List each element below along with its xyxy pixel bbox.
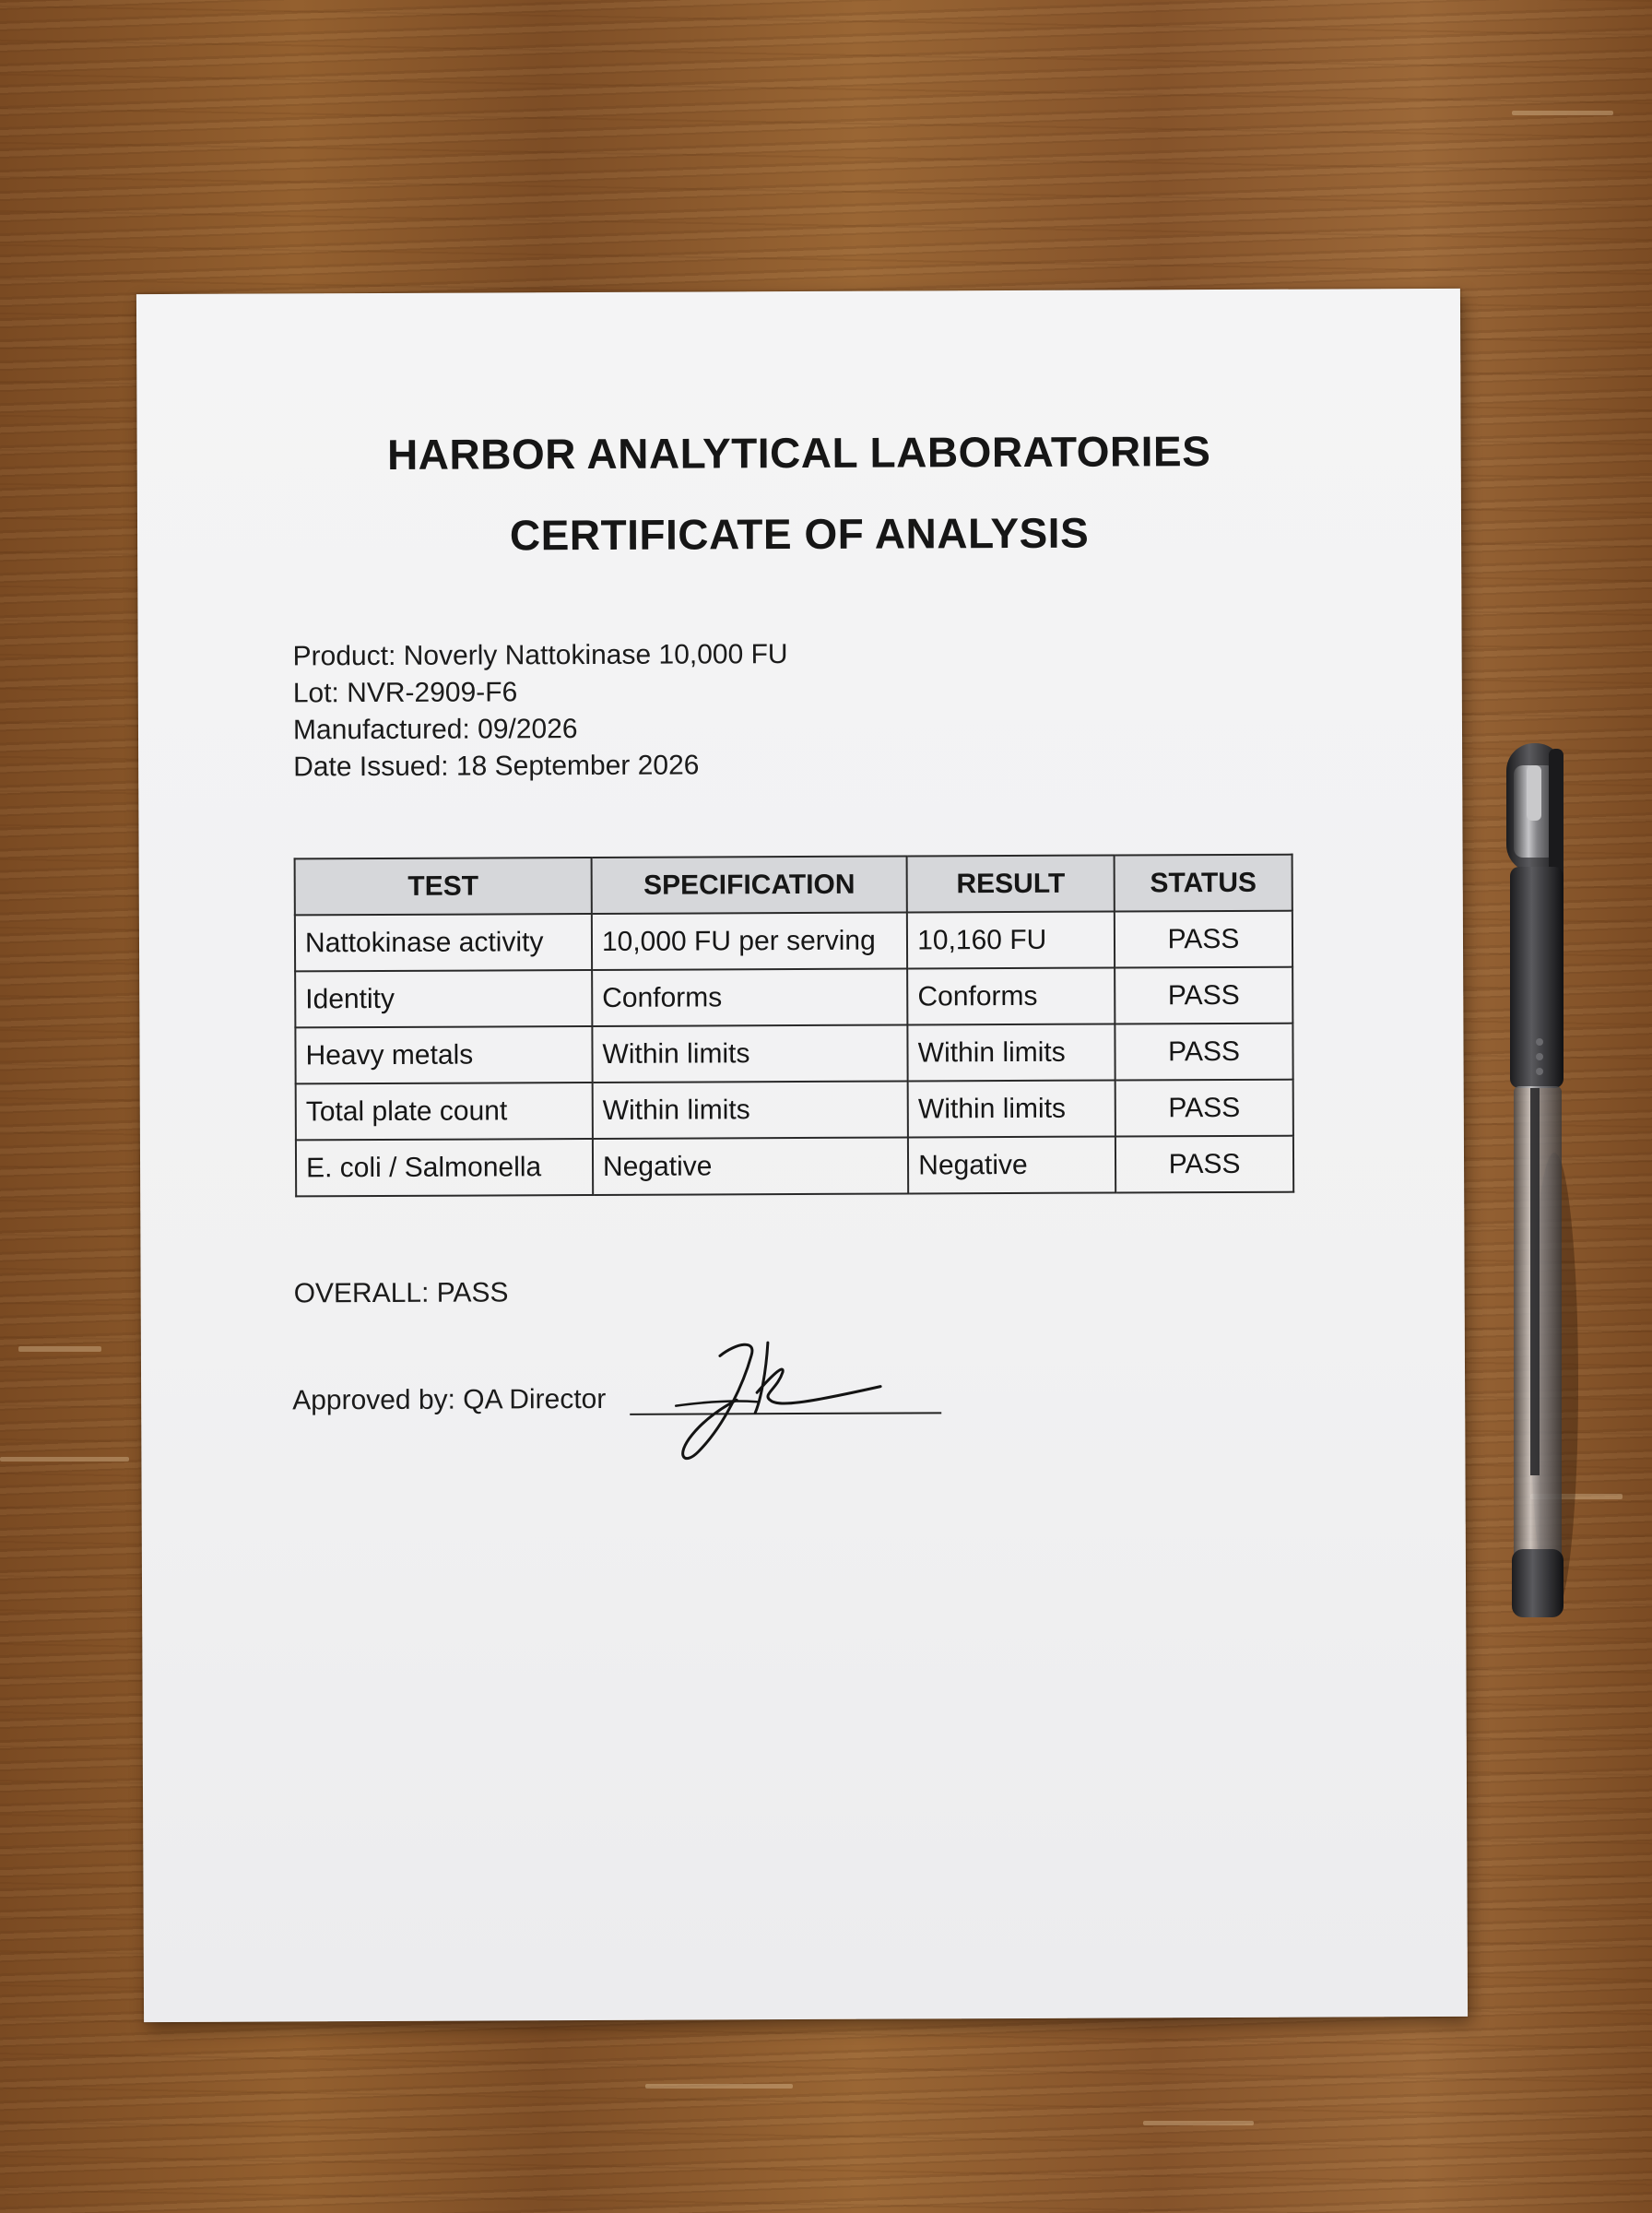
- table-row: [296, 1136, 1293, 1197]
- test-cell: Nattokinase activity: [295, 914, 592, 971]
- status-cell: PASS: [1115, 911, 1292, 968]
- date-issued-line: Date Issued: 18 September 2026: [293, 750, 700, 783]
- status-cell: PASS: [1115, 1136, 1293, 1193]
- specification-cell: Negative: [593, 1137, 909, 1194]
- lab-name-heading: HARBOR ANALYTICAL LABORATORIES: [386, 427, 1211, 479]
- wood-scratch: [1512, 111, 1613, 115]
- status-cell: PASS: [1115, 967, 1292, 1024]
- test-cell: Total plate count: [296, 1083, 593, 1140]
- overall-status: OVERALL: PASS: [293, 1277, 509, 1309]
- gel-pen-icon: [1501, 738, 1593, 1623]
- result-cell: Conforms: [907, 968, 1115, 1025]
- approved-by-label: Approved by: QA Director: [292, 1383, 607, 1416]
- wood-scratch: [18, 1346, 101, 1352]
- result-cell: Negative: [908, 1137, 1115, 1194]
- product-line: Product: Noverly Nattokinase 10,000 FU: [292, 639, 788, 672]
- table-row: [295, 1024, 1292, 1084]
- specification-cell: 10,000 FU per serving: [592, 912, 908, 969]
- specification-cell: Conforms: [592, 968, 908, 1025]
- specification-cell: Within limits: [592, 1024, 908, 1082]
- specification-cell: Within limits: [593, 1081, 909, 1138]
- lot-line: Lot: NVR-2909-F6: [292, 677, 518, 709]
- table-row: [295, 967, 1292, 1028]
- status-cell: PASS: [1115, 1024, 1292, 1081]
- status-cell: PASS: [1115, 1080, 1293, 1137]
- table-row: [296, 1080, 1293, 1141]
- wood-scratch: [1143, 2121, 1254, 2125]
- test-cell: E. coli / Salmonella: [296, 1139, 593, 1196]
- manufactured-line: Manufactured: 09/2026: [292, 714, 578, 746]
- certificate-title: CERTIFICATE OF ANALYSIS: [509, 508, 1090, 560]
- product-details: [293, 636, 789, 786]
- wood-scratch: [0, 1457, 129, 1462]
- header-test: TEST: [295, 858, 592, 915]
- header-result: RESULT: [907, 856, 1115, 913]
- result-cell: Within limits: [908, 1081, 1115, 1138]
- header-status: STATUS: [1115, 855, 1292, 912]
- certificate-paper: [136, 289, 1468, 2022]
- test-cell: Heavy metals: [295, 1026, 592, 1083]
- header-specification: SPECIFICATION: [592, 857, 908, 914]
- handwritten-signature-icon: [648, 1335, 889, 1465]
- table-row: [295, 911, 1292, 972]
- table-header-row: [295, 855, 1292, 916]
- analysis-results-table: [294, 854, 1295, 1198]
- wood-scratch: [645, 2084, 793, 2089]
- test-cell: Identity: [295, 970, 592, 1027]
- result-cell: 10,160 FU: [907, 912, 1115, 969]
- result-cell: Within limits: [908, 1024, 1115, 1082]
